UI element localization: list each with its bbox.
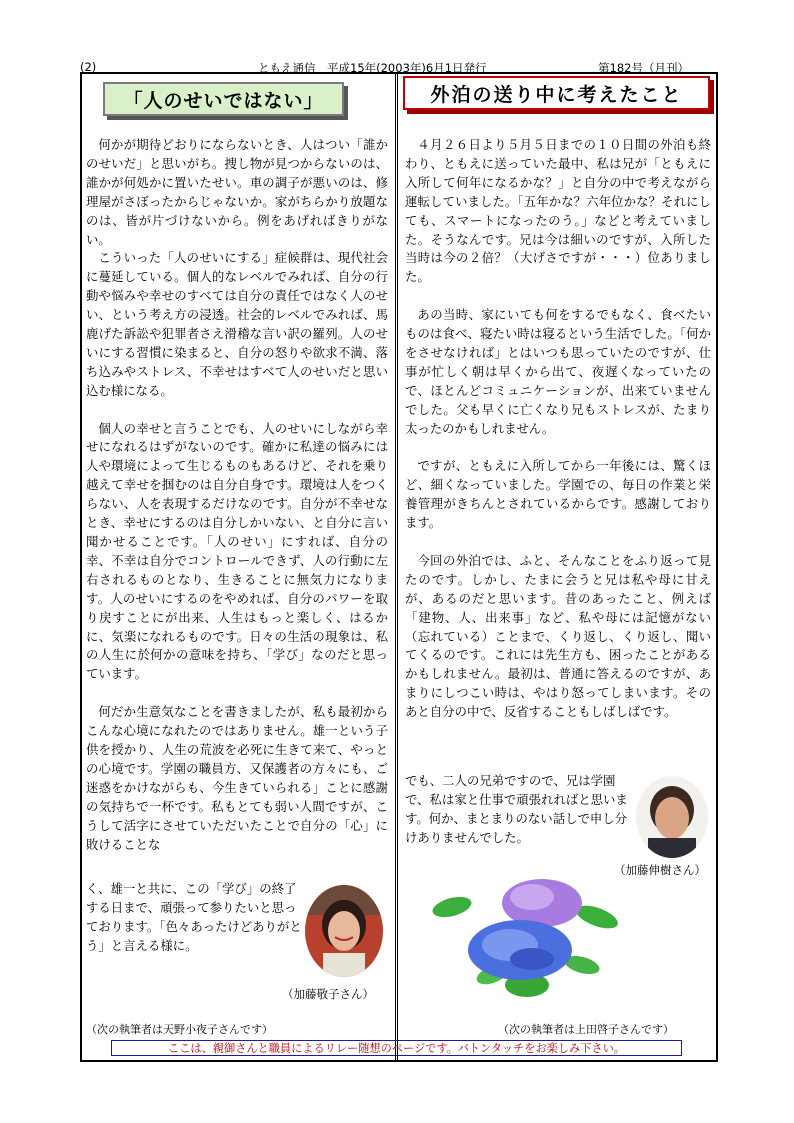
- left-article-title: 「人のせいではない」: [103, 82, 344, 116]
- left-article-body: [86, 136, 388, 854]
- issue-number: 第182号（月刊）: [598, 61, 689, 75]
- right-next-writer: （次の執筆者は上田啓子さんです）: [498, 1023, 674, 1036]
- left-paragraph-tail: く、雄一と共に、この「学び」の終了する日まで、頑張って参りたいと思っております。「色々あったけどありがとう」と言える様に。: [86, 881, 302, 953]
- right-paragraph: ですが、ともえに入所してから一年後には、驚くほど、細くなっていました。学園での、毎日の作業と栄養管理がきちんとされているからです。感謝しております。: [405, 458, 711, 531]
- person-icon: [305, 885, 383, 977]
- column-divider: [395, 72, 398, 1062]
- right-paragraph: あの当時、家にいても何をするでもなく、食べたいものは食べ、寝たい時は寝るという生活でした。「何かをさせなければ」とはいつも思っていたのですが、仕事が忙しく朝は早くから出て、夜遅くなっていたので、ほとんどコミュニケーションが、出来ていませんでした。父も早くに亡くなり兄もストレスが、たまり太ったのかもしれません。: [405, 307, 711, 436]
- left-paragraph: こういった「人のせいにする」症候群は、現代社会に蔓延している。個人的なレベルでみれば、自分の行動や悩みや幸せのすべては自分の責任ではなく人のせい、という考え方の浸透。社会的レベルでみれば、馬鹿げた訴訟や犯罪者さえ滑稽な言い訳の羅列。人のせいにする習慣に染まると、自分の怒りや欲求不満、落ち込みやストレス、不幸せはすべて人のせいだと思い込む様になる。: [86, 250, 388, 398]
- right-article-title: 外泊の送り中に考えたこと: [403, 76, 710, 110]
- newsletter-date: ともえ通信 平成15年(2003年)6月1日発行: [258, 61, 487, 75]
- person-icon: [636, 776, 708, 858]
- page-number: (2): [80, 60, 97, 74]
- left-paragraph: 何だか生意気なことを書きましたが、私も最初からこんな心境になれたのではありません。雄一という子供を授かり、人生の荒波を必死に生きて来て、やっとの心境です。学園の職員方、又保護者の方々にも、ご迷惑をかけながらも、今生きていられる」ことに感謝の気持ちで一杯です。私もとても弱い人間ですが、こうして活字にさせていただいたことで自分の「心」に敗けることな: [86, 704, 388, 852]
- right-paragraph: 今回の外泊では、ふと、そんなことをふり返って見たのです。しかし、たまに会うと兄は私や母に甘えが、あるのだと思います。昔のあったこと、例えば「建物、人、出来事」など、私や母には記憶がない（忘れている）ことまで、くり返し、くり返し、聞いてくるのです。これには先生方も、困ったことがあるかもしれません。最初は、普通に答えるのですが、あまりにしつこい時は、やはり怒ってしまいます。そのあと自分の中で、反省することもしばしばです。: [405, 552, 711, 720]
- right-paragraph-tail: でも、二人の兄弟ですので、兄は学園で、私は家と仕事で頑張れればと思います。何か、まとまりのない話しで申し分けありませんでした。: [405, 773, 628, 845]
- left-paragraph: 何かが期待どおりにならないとき、人はつい「誰かのせいだ」と思いがち。捜し物が見つからないのは、誰かが何処かに置いたせい。車の調子が悪いのは、修理屋がさぼったからじゃないか。家がちらかり放題なのは、皆が片づけないから。例をあげればきりがない。: [86, 137, 388, 247]
- portrait-photo-kato-keiko: [305, 885, 383, 977]
- portrait-photo-kato-nobuki: [636, 776, 708, 858]
- left-paragraph: 個人の幸せと言うことでも、人のせいにしながら幸せになれるはずがないのです。確かに私達の悩みには人や環境によって生じるものもあるけど、それを乗り越えて幸せを掴むのは自分自身です。環境は人をつくらない、人を表現するだけなのです。自分が不幸せなとき、幸せにするのは自分しかいない、と自分に言い聞かせることです。「人のせい」にすれば、自分の幸、不幸は自分でコントロールできず、人の行動に左右されるものとなり、生きることに無気力になります。人のせいにするのをやめれば、自分のパワーを取り戻すことにが出来、人生はもっと楽しく、はるかに、気楽になれるものです。日々の生活の現象は、私の人生に於何かの意味を持ち、「学び」なのだと思っています。: [86, 420, 388, 682]
- left-photo-caption: （加藤敬子さん）: [282, 987, 374, 1001]
- right-article-body: [405, 136, 711, 722]
- right-photo-caption: （加藤伸樹さん）: [614, 863, 706, 877]
- left-next-writer: （次の執筆者は天野小夜子さんです）: [86, 1023, 273, 1036]
- hydrangea-illustration: [432, 875, 622, 1005]
- right-paragraph: ４月２６日より５月５日までの１０日間の外泊も終わり、ともえに送っていた最中、私は兄が「ともえに入所して何年になるかな？」と自分の中で考えながら運転していました。「五年かな？六年位かな？それにしても、スマートになったのう。」などと考えていました。そうなんです。兄は今は細いのですが、入所した当時は今の２倍？（大げさですが・・・）位ありました。: [405, 137, 711, 285]
- relay-essay-footer: ここは、親御さんと職員によるリレー随想のページです。バトンタッチをお楽しみ下さい。: [111, 1040, 682, 1056]
